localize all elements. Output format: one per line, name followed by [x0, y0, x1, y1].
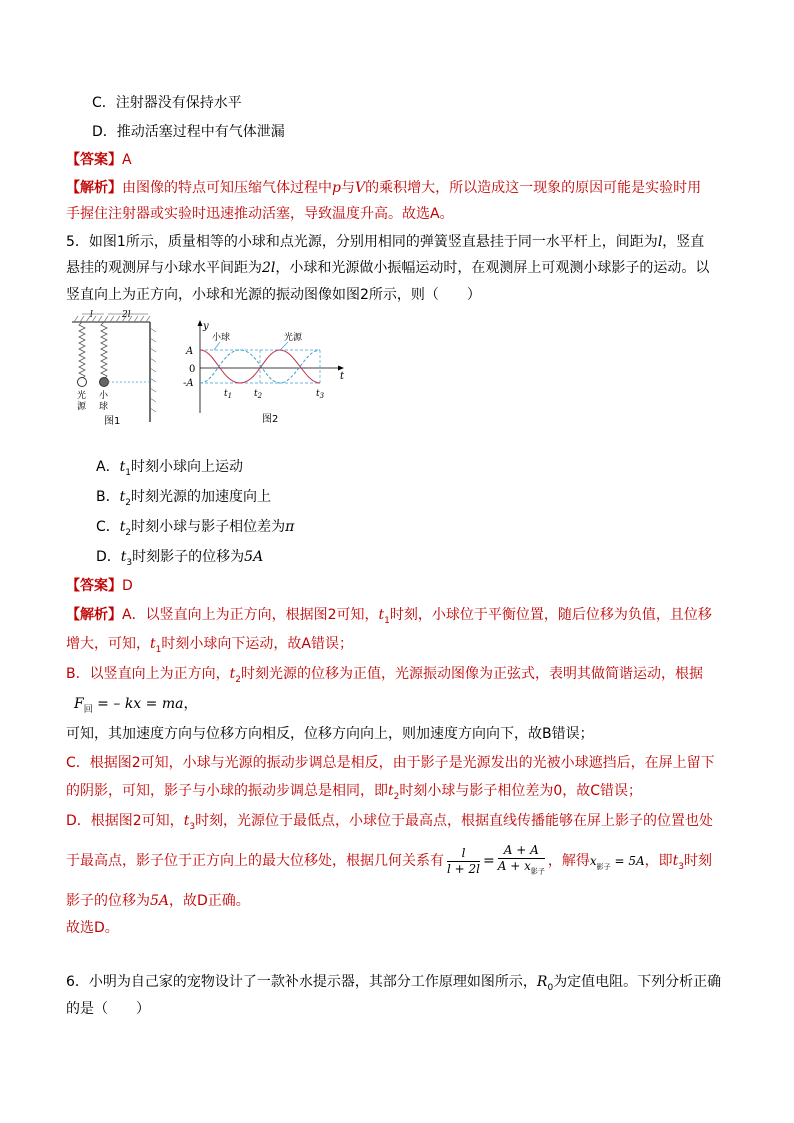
- analysis-tag: 【解析】: [66, 607, 122, 623]
- analysis-text: 与: [340, 180, 355, 196]
- q5-analysis-b-1: [66, 664, 703, 690]
- frac-num: A + A: [498, 843, 545, 859]
- var-t: t: [388, 783, 394, 799]
- q5-analysis-d-1: [66, 811, 713, 837]
- answer-tag: 【答案】: [66, 578, 122, 594]
- fig2-legend-source: 光源: [284, 333, 303, 343]
- analysis-text: 时刻小球向下运动，故A错误；: [161, 636, 353, 652]
- q5-stem-line-3: 竖直向上为正方向，小球和光源的振动图像如图2所示，则（ ）: [66, 287, 481, 303]
- q5-stem-line-2: [66, 258, 709, 278]
- option-prefix: C．: [96, 519, 120, 535]
- fig2-y-axis: y: [203, 321, 209, 332]
- answer-value: D: [122, 578, 133, 594]
- fig2-t1: t: [224, 389, 228, 399]
- sub: 1: [155, 644, 162, 655]
- var-pi: π: [285, 519, 295, 535]
- spring-left: [79, 322, 85, 379]
- var-t: t: [119, 489, 126, 505]
- analysis-text: 的阴影，可知，影子与小球的振动步调总是相同，即: [66, 783, 388, 799]
- stem-text: ，竖直: [662, 234, 705, 250]
- q5-answer-line: [66, 576, 133, 596]
- answer-value: A: [122, 152, 132, 168]
- svg-text:t2: [254, 389, 263, 400]
- q5-analysis-d-3: [66, 891, 250, 911]
- q5-analysis-c-1: C．根据图2可知，小球与光源的振动步调总是相反，由于影子是光源发出的光被小球遮挡后，在屏上留下: [66, 755, 715, 771]
- sub: 2: [235, 674, 241, 685]
- fig1-label-source-2: 源: [77, 402, 87, 412]
- sub: 1: [125, 467, 131, 478]
- q5-analysis-b-3: 可知，其加速度方向与位移方向相反，位移方向向上，则加速度方向向下，故B错误；: [66, 726, 594, 742]
- figure-2: [180, 318, 350, 428]
- q6-stem-line-2: 的是（ ）: [66, 1001, 150, 1017]
- fig2-legend-ball: 小球: [212, 333, 231, 343]
- stem-text: 为定值电阻。下列分析正确: [553, 974, 722, 990]
- q5-analysis-d-2: [66, 843, 712, 884]
- q5-analysis-c-2: [66, 781, 642, 807]
- option-c: C．注射器没有保持水平: [92, 95, 242, 111]
- fraction-2: [498, 843, 545, 879]
- option-d: D．推动活塞过程中有气体泄漏: [92, 124, 285, 140]
- ball-icon: [100, 378, 109, 387]
- light-source-icon: [78, 378, 87, 387]
- fig2-t2: t: [254, 389, 258, 399]
- option-prefix: B．: [96, 489, 120, 505]
- analysis-text: 时刻，光源位于最低点，小球位于最高点，根据直线传播能够在屏上影子的位置也处: [195, 813, 714, 829]
- sub: 影子: [596, 863, 611, 871]
- fig1-label-ball-2: 球: [99, 402, 109, 412]
- sub: 0: [547, 982, 554, 993]
- equals: =: [483, 853, 495, 870]
- analysis-text: 影子的位移为: [66, 893, 150, 909]
- analysis-tag: 【解析】: [66, 180, 122, 196]
- sub: 2: [125, 527, 132, 538]
- analysis-line-2: 手握住注射器或实验时迅速推动活塞，导致温度升高。故选A。: [66, 206, 454, 222]
- var-x: x: [589, 854, 597, 869]
- var-p: p: [332, 180, 341, 196]
- sub: 3: [678, 862, 684, 872]
- analysis-line-1: [66, 178, 701, 198]
- option-prefix: A．: [96, 459, 120, 475]
- fig2-neg-A: -A: [183, 378, 194, 389]
- stem-text: 6．小明为自己家的宠物设计了一款补水提示器，其部分工作原理如图所示，: [66, 974, 537, 990]
- q5-option-a: [96, 457, 243, 483]
- stem-text: ，小球和光源做小振幅运动时，在观测屏上可观测小球影子的运动。以: [275, 260, 710, 276]
- fig2-A: A: [186, 346, 194, 357]
- answer-tag: 【答案】: [66, 152, 122, 168]
- fig2-t-axis: t: [340, 371, 345, 382]
- sub: 3: [189, 821, 196, 832]
- fig1-caption: 图1: [104, 416, 121, 427]
- punct: ，: [183, 696, 198, 712]
- sub: 影子: [530, 867, 545, 876]
- analysis-text: A．以竖直向上为正方向，根据图2可知，: [122, 607, 379, 623]
- fraction-1: [447, 846, 480, 877]
- q5-option-b: [96, 487, 271, 513]
- analysis-text: ，解得: [547, 853, 590, 870]
- spring-right: [101, 322, 107, 379]
- option-text: 时刻影子的位移为: [132, 549, 245, 565]
- formula: = 5A: [610, 854, 645, 869]
- option-text: 时刻小球向上运动: [130, 459, 243, 475]
- var-t: t: [119, 459, 126, 475]
- fig2-caption: 图2: [262, 414, 279, 425]
- value-5a: 5A: [244, 549, 264, 565]
- var-2l: 2l: [262, 260, 276, 276]
- var-t: t: [150, 636, 156, 652]
- analysis-text: 时刻，小球位于平衡位置，随后位移为负值，且位移: [389, 607, 712, 623]
- var-t: t: [378, 607, 385, 623]
- fig2-zero: 0: [189, 364, 196, 375]
- var-r: R: [536, 974, 548, 990]
- stem-text: 悬挂的观测屏与小球水平间距为: [66, 260, 262, 276]
- frac-den: [498, 859, 545, 879]
- sub: 1: [384, 615, 390, 626]
- sub: 2: [393, 791, 400, 802]
- frac-den-text: A + x: [497, 859, 531, 873]
- q5-option-c: [96, 517, 294, 543]
- analysis-text: D．根据图2可知，: [66, 813, 184, 829]
- option-prefix: D．: [96, 549, 121, 565]
- fig1-label-source-1: 光: [77, 391, 87, 401]
- svg-text:t3: [316, 389, 325, 400]
- value-5a: 5A: [150, 893, 170, 909]
- var-v: V: [354, 180, 366, 196]
- option-text: 时刻光源的加速度向上: [130, 489, 271, 505]
- stem-text: 5．如图1所示，质量相等的小球和点光源，分别用相同的弹簧竖直悬挂于同一水平杆上，间距为: [66, 234, 658, 250]
- analysis-text: 时刻光源的位移为正值，光源振动图像为正弦式，表明其做简谐运动，根据: [240, 666, 703, 682]
- var-f: F: [74, 696, 84, 712]
- var-l: l: [657, 234, 663, 250]
- fig2-t3-sub: 3: [319, 392, 325, 400]
- fig2-t1-sub: 1: [227, 392, 233, 400]
- analysis-text: 增大，可知，: [66, 636, 150, 652]
- fig1-label-l: l: [90, 310, 93, 320]
- option-text: 时刻小球与影子相位差为: [131, 519, 286, 535]
- analysis-text: 的乘积增大，所以造成这一现象的原因可能是实验时用: [365, 180, 702, 196]
- var-t: t: [183, 813, 190, 829]
- fig2-t2-sub: 2: [257, 392, 263, 400]
- q5-analysis-a-1: [66, 605, 712, 631]
- analysis-text: 于最高点，影子位于正方向上的最大位移处，根据几何关系有: [66, 853, 444, 870]
- var-t: t: [120, 549, 127, 565]
- analysis-text: 时刻: [684, 853, 712, 870]
- q5-analysis-b-formula: [74, 694, 197, 720]
- analysis-text: 由图像的特点可知压缩气体过程中: [122, 180, 332, 196]
- q5-analysis-a-2: [66, 634, 353, 660]
- analysis-text: ，即: [644, 853, 673, 870]
- frac-den: l + 2l: [447, 861, 480, 876]
- q6-stem-line-1: [66, 972, 721, 998]
- var-t: t: [119, 519, 126, 535]
- sub: 回: [83, 704, 93, 715]
- sub: 3: [126, 557, 133, 568]
- figure-1: [68, 310, 163, 428]
- formula: = – kx = ma: [92, 696, 184, 712]
- svg-text:t1: [224, 389, 232, 400]
- fig2-t3: t: [316, 389, 320, 399]
- q5-stem-line-1: [66, 232, 704, 252]
- q5-final: 故选D。: [66, 920, 119, 936]
- analysis-text: 时刻小球与影子相位差为0，故C错误；: [399, 783, 643, 799]
- var-t: t: [672, 853, 679, 870]
- fig1-label-ball-1: 小: [99, 391, 109, 401]
- sub: 2: [125, 497, 131, 508]
- answer-line: [66, 150, 132, 170]
- frac-num: l: [447, 846, 480, 862]
- var-t: t: [229, 666, 236, 682]
- fig1-label-2l: 2l: [122, 310, 131, 320]
- q5-option-d: [96, 547, 263, 573]
- analysis-text: B．以竖直向上为正方向，: [66, 666, 230, 682]
- analysis-text: ，故D正确。: [169, 893, 250, 909]
